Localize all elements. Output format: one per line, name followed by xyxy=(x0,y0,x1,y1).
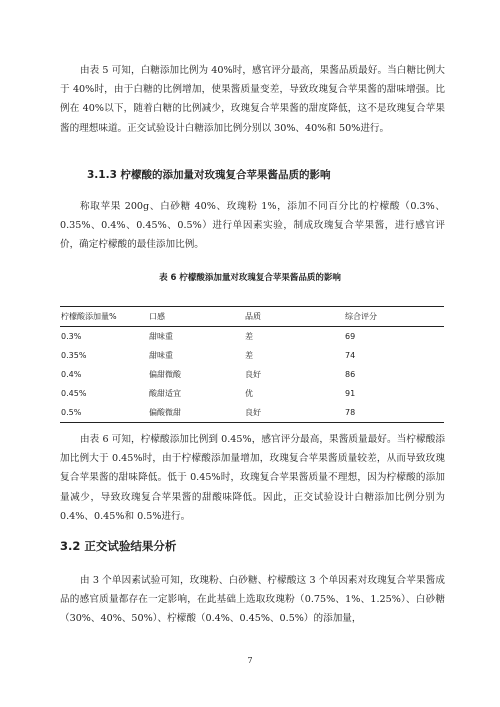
table-cell: 91 xyxy=(345,389,356,398)
table-cell: 偏酸微甜 xyxy=(149,408,181,417)
paragraph-orthogonal-intro: 由 3 个单因素试验可知，玫瑰粉、白砂糖、柠檬酸这 3 个单因素对玫瑰复合苹果酱成品的感官质量都存在一定影响，在此基础上选取玫瑰粉（0.75%、1%、1.25%）、白砂糖（30%、40%、50%）、柠檬酸（0.4%、0.45%、0.5%）的添加量， xyxy=(60,575,445,625)
table-cell: 74 xyxy=(345,351,356,360)
table-row xyxy=(60,327,444,347)
table-cell: 0.35% xyxy=(61,351,87,360)
table-cell: 甜味重 xyxy=(149,351,173,360)
paragraph-citric-acid-method: 称取苹果 200g、白砂糖 40%、玫瑰粉 1%，添加不同百分比的柠檬酸（0.3%、0.35%、0.4%、0.45%、0.5%）进行单因素实验，制成玫瑰复合苹果酱，进行感官评价，确定柠檬酸的最佳添加比例。 xyxy=(60,201,445,251)
table-cell: 0.45% xyxy=(61,389,87,398)
table-cell: 0.5% xyxy=(61,408,82,417)
paragraph-table6-conclusion: 由表 6 可知，柠檬酸添加比例到 0.45%，感官评分最高，果酱质量最好。当柠檬酸添加比例大于 0.45%时，由于柠檬酸添加量增加，玫瑰复合苹果酱质量较差，从而导致玫瑰复合苹果酱的甜味降低。低于 0.45%时，玫瑰复合苹果酱质量不理想，因为柠檬酸的添加量减少，导致玫瑰复合苹果酱的甜酸味降低。因此，正交试验设计白糖添加比例分别为 0.4%、0.45%和 0.5%进行。 xyxy=(60,434,445,522)
table-row xyxy=(60,346,444,365)
table-cell: 86 xyxy=(345,370,356,379)
page-number: 7 xyxy=(247,656,253,665)
citric-acid-table xyxy=(60,306,444,423)
table-cell: 差 xyxy=(245,332,253,341)
column-header: 综合评分 xyxy=(345,312,377,321)
table-cell: 酸甜适宜 xyxy=(149,389,181,398)
paragraph-table5-conclusion: 由表 5 可知，白糖添加比例为 40%时，感官评分最高，果酱品质最好。当白糖比例大于 40%时，由于白糖的比例增加，使果酱质量变差，导致玫瑰复合苹果酱的甜味增强。比例在 40%以下，随着白糖的比例减少，玫瑰复合苹果酱的甜度降低，这不是玫瑰复合苹果酱的理想味道。正交试验设计白糖添加比例分别以 30%、40%和 50%进行。 xyxy=(60,65,445,134)
table-caption: 表 6 柠檬酸添加量对玫瑰复合苹果酱品质的影响 xyxy=(159,273,341,283)
table-cell: 优 xyxy=(245,389,253,398)
table-row xyxy=(60,384,444,403)
column-header: 口感 xyxy=(149,312,165,321)
table-cell: 甜味重 xyxy=(149,332,173,341)
table-cell: 良好 xyxy=(245,408,261,417)
table-cell: 差 xyxy=(245,351,253,360)
table-cell: 0.3% xyxy=(61,332,82,341)
section-heading-3-2: 3.2 正交试验结果分析 xyxy=(60,539,177,553)
table-header-row xyxy=(60,307,444,327)
section-heading-3-1-3: 3.1.3 柠檬酸的添加量对玫瑰复合苹果酱品质的影响 xyxy=(87,169,331,181)
column-header: 柠檬酸添加量% xyxy=(61,312,117,321)
table-row xyxy=(60,365,444,384)
table-cell: 69 xyxy=(345,332,356,341)
table-cell: 78 xyxy=(345,408,356,417)
table-cell: 偏甜微酸 xyxy=(149,370,181,379)
column-header: 品质 xyxy=(245,312,261,321)
table-row xyxy=(60,403,444,423)
table-cell: 0.4% xyxy=(61,370,82,379)
table-cell: 良好 xyxy=(245,370,261,379)
